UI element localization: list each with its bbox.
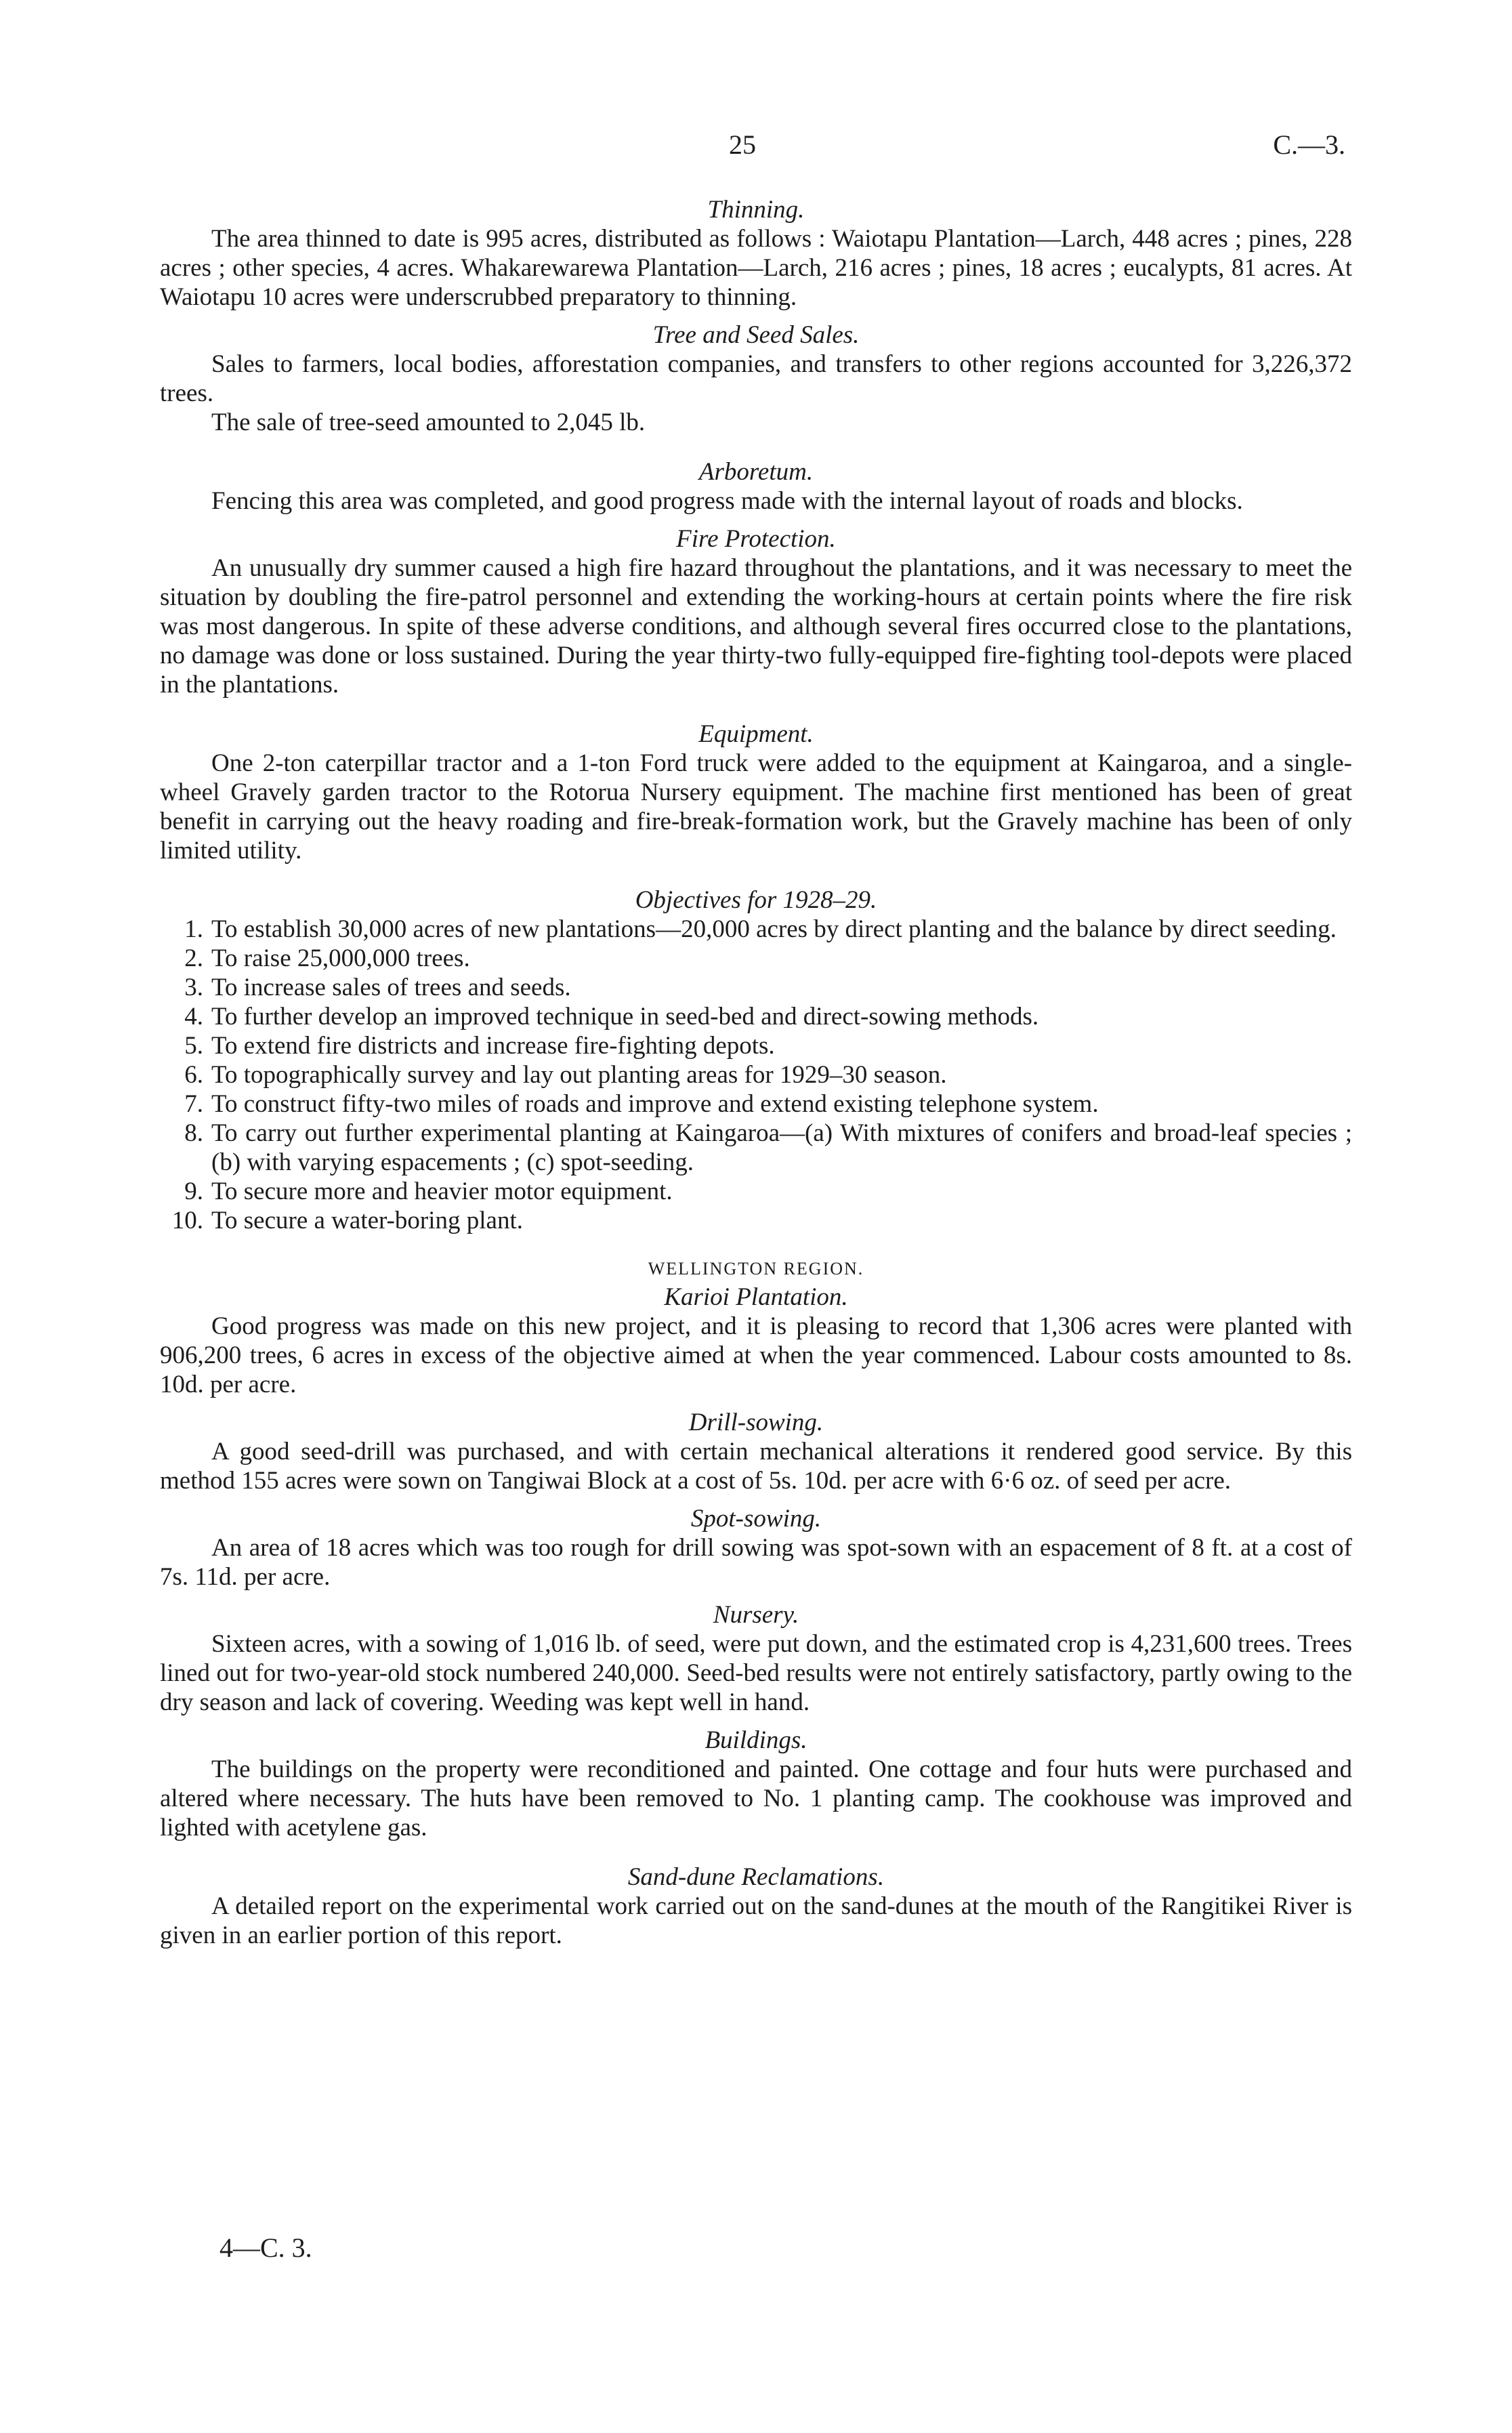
- list-item-number: 1.: [184, 915, 203, 943]
- document-reference: C.—3.: [1273, 129, 1345, 160]
- section-heading-objectives: Objectives for 1928–29.: [635, 886, 877, 914]
- list-item: [160, 1089, 1352, 1119]
- list-item: [160, 1119, 1352, 1177]
- objectives-list: [160, 915, 1352, 1235]
- section-heading-fire-protection: Fire Protection.: [676, 525, 836, 553]
- list-item-text: To raise 25,000,000 trees.: [211, 944, 470, 972]
- list-item-number: 6.: [184, 1061, 203, 1089]
- list-item-text: To establish 30,000 acres of new plantations—20,000 acres by direct planting and the balance by direct seeding.: [211, 915, 1337, 943]
- list-item-number: 8.: [184, 1119, 203, 1147]
- paragraph: An unusually dry summer caused a high fire hazard throughout the plantations, and it was necessary to meet the situation by doubling the fire-patrol personnel and extending the working-hours at certain points where the fire risk was most dangerous. In spite of these adverse conditions, and although several fires occurred close to the plantations, no damage was done or loss sustained. During the year thirty-two fully-equipped fire-fighting tool-depots were placed in the plantations.: [160, 554, 1352, 699]
- list-item-number: 5.: [184, 1032, 203, 1060]
- list-item-number: 9.: [184, 1178, 203, 1205]
- list-item-number: 7.: [184, 1090, 203, 1118]
- list-item: [160, 1177, 1352, 1206]
- list-item-text: To further develop an improved technique in seed-bed and direct-sowing methods.: [211, 1003, 1039, 1031]
- list-item-text: To increase sales of trees and seeds.: [211, 974, 571, 1001]
- list-item-number: 10.: [171, 1207, 203, 1234]
- page-content: [160, 195, 1352, 1950]
- list-item-text: To construct fifty-two miles of roads and improve and extend existing telephone system.: [211, 1090, 1099, 1118]
- section-heading-thinning: Thinning.: [707, 196, 805, 224]
- paragraph: An area of 18 acres which was too rough for drill sowing was spot-sown with an espacement of 8 ft. at a cost of 7s. 11d. per acre.: [160, 1534, 1352, 1591]
- list-item: [160, 973, 1352, 1002]
- region-heading: WELLINGTON REGION.: [648, 1259, 864, 1278]
- paragraph: Good progress was made on this new project, and it is pleasing to record that 1,306 acres were planted with 906,200 trees, 6 acres in excess of the objective aimed at when the year commenced. Labour costs amounted to 8s. 10d. per acre.: [160, 1312, 1352, 1398]
- list-item: [160, 1031, 1352, 1060]
- section-heading-karioi-plantation: Karioi Plantation.: [664, 1283, 848, 1311]
- paragraph: Sixteen acres, with a sowing of 1,016 lb. of seed, were put down, and the estimated crop is 4,231,600 trees. Trees lined out for two-year-old stock numbered 240,000. Seed-bed results were not entirely satisfactory, partly owing to the dry season and lack of covering. Weeding was kept well in hand.: [160, 1630, 1352, 1716]
- list-item-text: To topographically survey and lay out planting areas for 1929–30 season.: [211, 1061, 947, 1089]
- list-item-number: 2.: [184, 944, 203, 972]
- section-heading-buildings: Buildings.: [705, 1726, 807, 1754]
- paragraph: A good seed-drill was purchased, and with certain mechanical alterations it rendered good service. By this method 155 acres were sown on Tangiwai Block at a cost of 5s. 10d. per acre with 6·6 oz. of seed per acre.: [160, 1438, 1352, 1495]
- section-heading-nursery: Nursery.: [713, 1601, 799, 1629]
- list-item: [160, 1206, 1352, 1235]
- list-item: [160, 944, 1352, 973]
- signature-mark: 4—C. 3.: [219, 2232, 312, 2263]
- list-item: [160, 1002, 1352, 1031]
- paragraph: Sales to farmers, local bodies, afforestation companies, and transfers to other regions accounted for 3,226,372 trees.: [160, 350, 1352, 407]
- page-number: 25: [729, 129, 756, 160]
- paragraph: The sale of tree-seed amounted to 2,045 lb.: [211, 409, 646, 436]
- paragraph: Fencing this area was completed, and good progress made with the internal layout of roads and blocks.: [211, 487, 1243, 515]
- list-item-text: To extend fire districts and increase fire-fighting depots.: [211, 1032, 775, 1060]
- paragraph: A detailed report on the experimental work carried out on the sand-dunes at the mouth of the Rangitikei River is given in an earlier portion of this report.: [160, 1892, 1352, 1949]
- section-heading-spot-sowing: Spot-sowing.: [690, 1505, 822, 1533]
- list-item: [160, 1060, 1352, 1089]
- list-item-text: To secure more and heavier motor equipment.: [211, 1178, 673, 1205]
- section-heading-sand-dune-reclamations: Sand-dune Reclamations.: [627, 1863, 885, 1891]
- section-heading-arboretum: Arboretum.: [698, 458, 814, 486]
- paragraph: One 2-ton caterpillar tractor and a 1-ton Ford truck were added to the equipment at Kaingaroa, and a single-wheel Gravely garden tractor to the Rotorua Nursery equipment. The machine first mentioned has been of great benefit in carrying out the heavy roading and fire-break-formation work, but the Gravely machine has been of only limited utility.: [160, 749, 1352, 865]
- list-item-text: To secure a water-boring plant.: [211, 1207, 524, 1234]
- list-item-text: To carry out further experimental planting at Kaingaroa—(a) With mixtures of conifers and broad-leaf species ; (b) with varying espacements ; (c) spot-seeding.: [211, 1119, 1352, 1176]
- section-heading-tree-seed-sales: Tree and Seed Sales.: [652, 321, 860, 349]
- section-heading-equipment: Equipment.: [698, 720, 814, 748]
- list-item: [160, 915, 1352, 944]
- paragraph: The buildings on the property were reconditioned and painted. One cottage and four huts were purchased and altered where necessary. The huts have been removed to No. 1 planting camp. The cookhouse was improved and lighted with acetylene gas.: [160, 1755, 1352, 1842]
- list-item-number: 3.: [184, 974, 203, 1001]
- section-heading-drill-sowing: Drill-sowing.: [688, 1409, 824, 1436]
- list-item-number: 4.: [184, 1003, 203, 1031]
- paragraph: The area thinned to date is 995 acres, distributed as follows : Waiotapu Plantation—Larch, 448 acres ; pines, 228 acres ; other species, 4 acres. Whakarewarewa Plantation—Larch, 216 acres ; pines, 18 acres ; eucalypts, 81 acres. At Waiotapu 10 acres were underscrubbed preparatory to thinning.: [160, 225, 1352, 311]
- page-header: [0, 130, 1512, 164]
